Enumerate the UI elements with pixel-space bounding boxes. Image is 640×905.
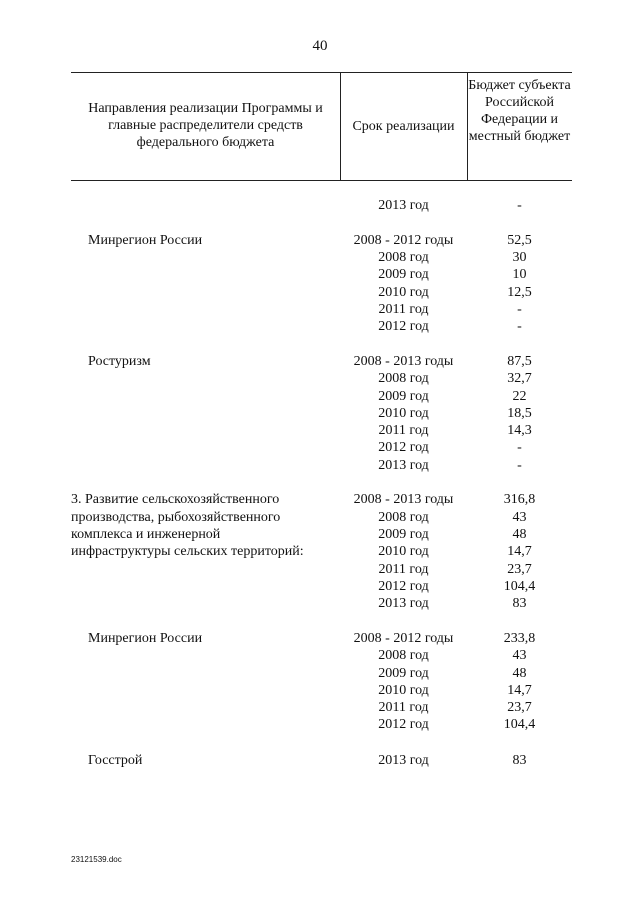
column-header-regional-budget: Бюджет субъекта Российской Федерации и местный бюджет (468, 78, 571, 144)
row-budget-value: 14,7 (507, 544, 532, 559)
row-budget-value: 23,7 (507, 562, 532, 577)
table-row (0, 665, 640, 682)
table-row (0, 647, 640, 664)
row-budget-value: 104,4 (503, 717, 536, 732)
row-period: 2012 год (378, 319, 429, 334)
row-budget-value: 14,3 (507, 423, 532, 438)
row-period: 2008 - 2012 годы (353, 233, 454, 248)
row-period: 2012 год (378, 717, 429, 732)
row-period: 2010 год (378, 683, 429, 698)
row-budget-value: 10 (512, 267, 527, 282)
row-period: 2013 год (378, 596, 429, 611)
row-period: 2011 год (378, 700, 429, 715)
table-row (0, 578, 640, 595)
table-row (0, 318, 640, 335)
row-label: Госстрой (88, 753, 143, 768)
row-budget-value: 104,4 (503, 579, 536, 594)
row-period: 2011 год (378, 302, 429, 317)
row-period: 2010 год (378, 406, 429, 421)
table-row (0, 526, 640, 543)
row-budget-value: 316,8 (503, 492, 536, 507)
row-period: 2010 год (378, 285, 429, 300)
row-budget-value: - (517, 198, 522, 213)
page-number: 40 (312, 38, 328, 54)
table-row (0, 370, 640, 387)
row-budget-value: 30 (512, 250, 527, 265)
row-budget-value: 12,5 (507, 285, 532, 300)
table-row (0, 457, 640, 474)
table-row (0, 197, 640, 214)
table-row (0, 232, 640, 249)
row-period: 2011 год (378, 423, 429, 438)
row-label: Ростуризм (88, 354, 151, 369)
row-period: 2012 год (378, 440, 429, 455)
row-budget-value: 48 (512, 527, 527, 542)
row-period: 2008 год (378, 371, 429, 386)
table-row (0, 405, 640, 422)
row-label: Минрегион России (88, 631, 203, 646)
row-budget-value: 83 (512, 596, 527, 611)
table-row (0, 752, 640, 769)
row-budget-value: 18,5 (507, 406, 532, 421)
row-budget-value: 233,8 (503, 631, 536, 646)
row-label: 3. Развитие сельскохозяйственного (71, 492, 280, 507)
column-header-period: Срок реализации (352, 119, 455, 134)
row-budget-value: - (517, 440, 522, 455)
table-row (0, 682, 640, 699)
row-budget-value: 52,5 (507, 233, 532, 248)
row-budget-value: 14,7 (507, 683, 532, 698)
row-budget-value: 87,5 (507, 354, 532, 369)
table-row (0, 266, 640, 283)
row-period: 2009 год (378, 389, 429, 404)
row-label: инфраструктуры сельских территорий: (71, 544, 304, 559)
table-row (0, 509, 640, 526)
row-label: комплекса и инженерной (71, 527, 221, 542)
row-budget-value: - (517, 319, 522, 334)
row-period: 2008 - 2013 годы (353, 354, 454, 369)
table-row (0, 439, 640, 456)
table-header-bottom-rule (71, 180, 572, 181)
row-period: 2013 год (378, 198, 429, 213)
row-budget-value: 23,7 (507, 700, 532, 715)
row-period: 2008 - 2013 годы (353, 492, 454, 507)
table-row (0, 491, 640, 508)
row-period: 2008 год (378, 510, 429, 525)
document-id: 23121539.doc (71, 855, 122, 864)
row-budget-value: 48 (512, 666, 527, 681)
table-row (0, 301, 640, 318)
table-row (0, 284, 640, 301)
row-budget-value: 83 (512, 753, 527, 768)
row-period: 2008 - 2012 годы (353, 631, 454, 646)
row-label: производства, рыбохозяйственного (71, 510, 281, 525)
table-row (0, 543, 640, 560)
row-period: 2010 год (378, 544, 429, 559)
row-budget-value: - (517, 302, 522, 317)
table-row (0, 422, 640, 439)
row-budget-value: 32,7 (507, 371, 532, 386)
column-header-directions: Направления реализации Программы и главные распределители средств федерального бюджета (88, 101, 323, 150)
row-period: 2008 год (378, 648, 429, 663)
row-label: Минрегион России (88, 233, 203, 248)
table-row (0, 630, 640, 647)
table-row (0, 561, 640, 578)
row-period: 2009 год (378, 267, 429, 282)
row-period: 2009 год (378, 527, 429, 542)
row-period: 2013 год (378, 753, 429, 768)
row-period: 2011 год (378, 562, 429, 577)
table-row (0, 595, 640, 612)
table-row (0, 353, 640, 370)
row-period: 2008 год (378, 250, 429, 265)
row-budget-value: 43 (512, 510, 527, 525)
table-header-top-rule (71, 72, 572, 73)
table-row (0, 388, 640, 405)
table-row (0, 699, 640, 716)
row-budget-value: 22 (512, 389, 527, 404)
row-budget-value: - (517, 458, 522, 473)
row-period: 2013 год (378, 458, 429, 473)
table-row (0, 716, 640, 733)
row-budget-value: 43 (512, 648, 527, 663)
table-row (0, 249, 640, 266)
row-period: 2012 год (378, 579, 429, 594)
row-period: 2009 год (378, 666, 429, 681)
